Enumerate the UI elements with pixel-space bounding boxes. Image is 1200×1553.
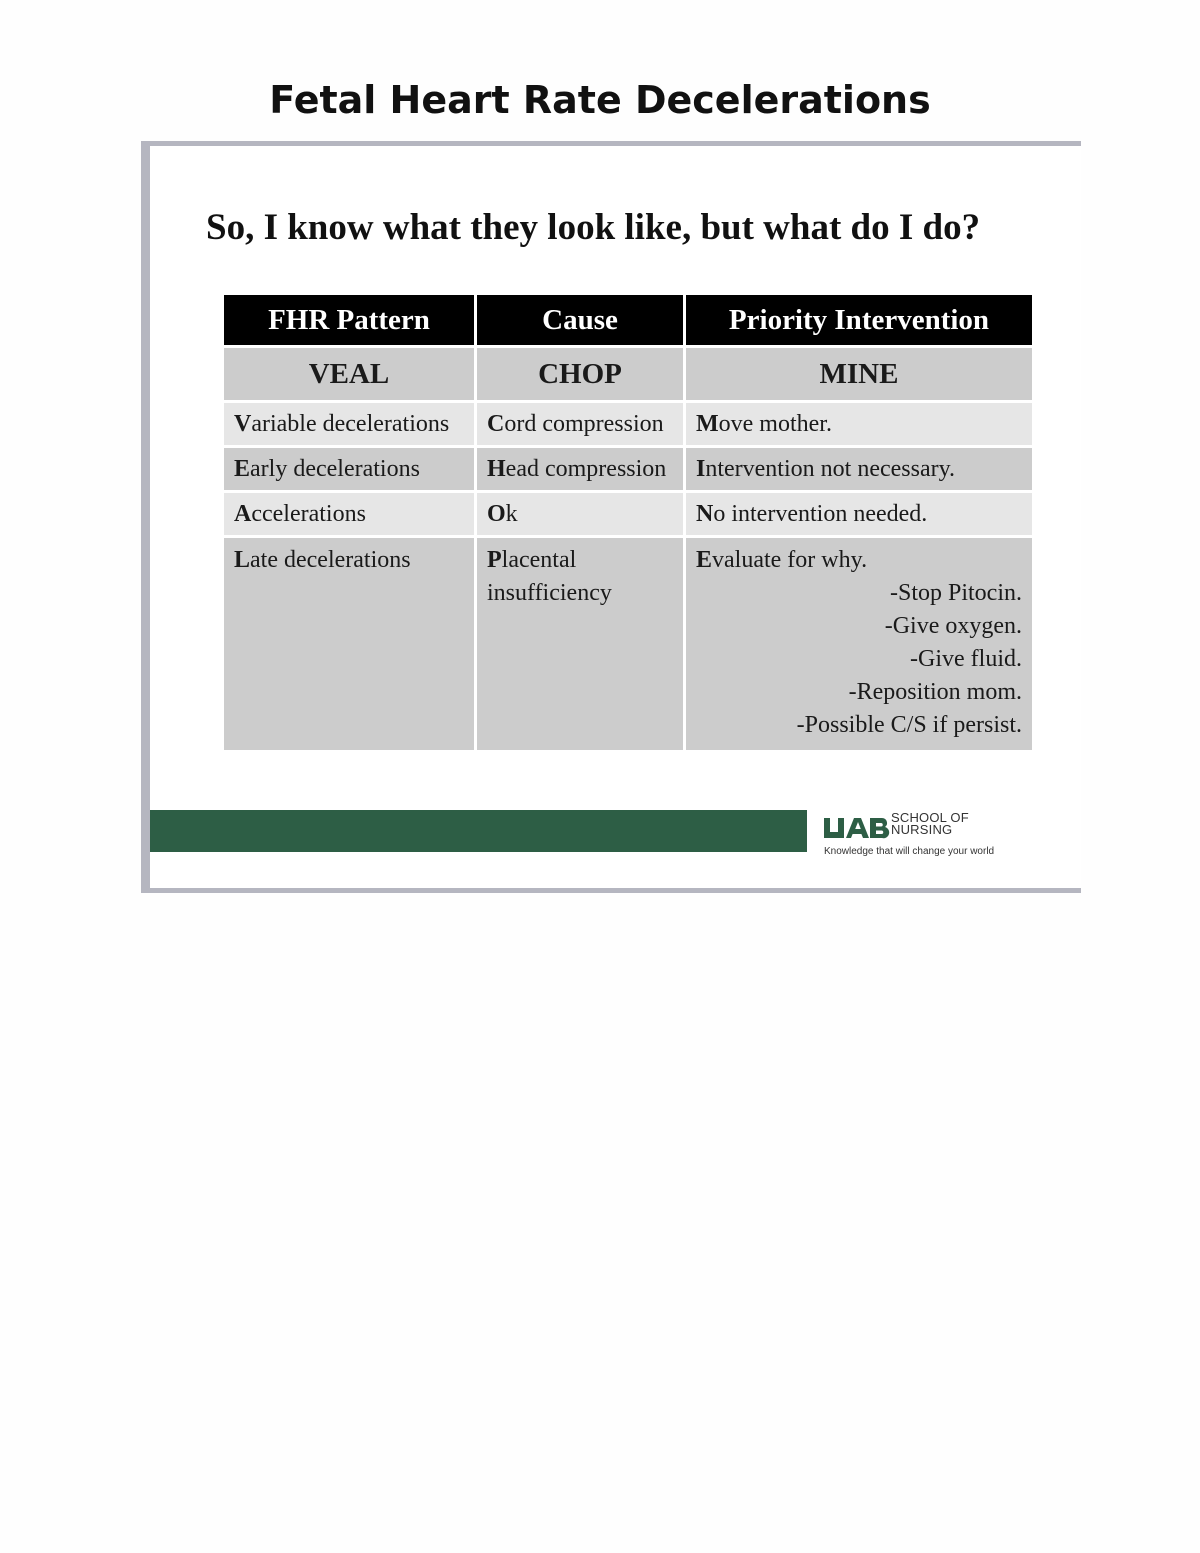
intervention-cell: Intervention not necessary.	[685, 447, 1034, 492]
uab-logo	[824, 810, 1024, 860]
table-header-row	[223, 294, 1034, 347]
cause-cell: Placental insufficiency	[476, 537, 685, 752]
slide-image	[141, 141, 1081, 893]
cause-cell: Cord compression	[476, 402, 685, 447]
cause-cell: Head compression	[476, 447, 685, 492]
slide-heading: So, I know what they look like, but what do I do?	[206, 207, 981, 248]
intervention-cell: Move mother.	[685, 402, 1034, 447]
intervention-step: -Stop Pitocin.	[889, 580, 1022, 606]
mnemonic-row	[223, 347, 1034, 402]
mnemonic-mine: MINE	[685, 347, 1034, 402]
cause-cell: Ok	[476, 492, 685, 537]
intervention-step: -Give fluid.	[910, 646, 1022, 672]
fhr-intervention-table	[221, 292, 1035, 753]
logo-tagline: Knowledge that will change your world	[824, 846, 995, 857]
intervention-cell: Evaluate for why. -Stop Pitocin. -Give oxygen. -Give fluid. -Reposition mom. -Possible C/S if persist.	[685, 537, 1034, 752]
table-row	[223, 537, 1034, 752]
intervention-step: -Possible C/S if persist.	[796, 712, 1022, 738]
table-row	[223, 492, 1034, 537]
pattern-cell: Early decelerations	[223, 447, 476, 492]
document-title: Fetal Heart Rate Decelerations	[269, 78, 931, 122]
intervention-step: -Reposition mom.	[848, 679, 1022, 705]
logo-school-text: SCHOOL OF NURSING	[891, 810, 969, 837]
intervention-cell: No intervention needed.	[685, 492, 1034, 537]
uab-logo-mark	[824, 816, 890, 840]
pattern-cell: Variable decelerations	[223, 402, 476, 447]
pattern-cell: Accelerations	[223, 492, 476, 537]
intervention-step: -Give oxygen.	[884, 613, 1022, 639]
mnemonic-chop: CHOP	[476, 347, 685, 402]
mnemonic-veal: VEAL	[223, 347, 476, 402]
header-cause: Cause	[476, 294, 685, 347]
pattern-cell: Late decelerations	[223, 537, 476, 752]
table-row	[223, 402, 1034, 447]
footer-bar	[150, 810, 807, 852]
table-row	[223, 447, 1034, 492]
header-priority-intervention: Priority Intervention	[685, 294, 1034, 347]
header-fhr-pattern: FHR Pattern	[223, 294, 476, 347]
